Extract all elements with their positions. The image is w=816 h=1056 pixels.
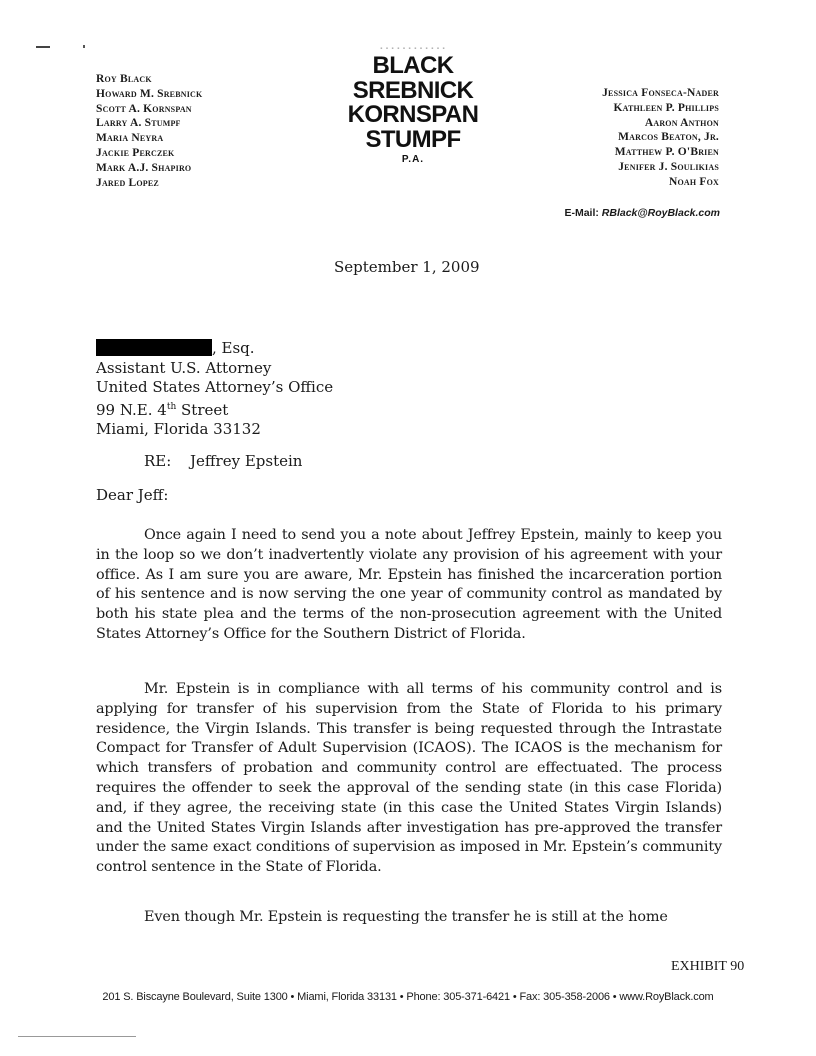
paragraph-text: Mr. Epstein is in compliance with all terms of his community control and is applying for transfer of his supervision from the State of Florida to his primary residence, the Virgin Islands. This transfer is being requested through the Intrastate Compact for Transfer of Adult Supervision (ICAOS). The ICAOS is the mechanism for which transfers of probation and community control are effectuated. The process requires the offender to seek the approval of the sending state (in this case Florida) and, if they agree, the receiving state (in this case the United States Virgin Islands) and the United States Virgin Islands after investigation has pre-approved the transfer under the same exact conditions of supervision as imposed in Mr. Epstein’s community control sentence in the State of Florida. bbox=[96, 681, 722, 876]
partner-name: Larry A. Stumpf bbox=[96, 117, 181, 130]
partner-name: Mark A.J. Shapiro bbox=[96, 161, 192, 174]
re-line bbox=[144, 452, 302, 470]
paragraph-text: Even though Mr. Epstein is requesting the transfer he is still at the home bbox=[144, 909, 668, 925]
body-paragraph bbox=[96, 908, 722, 928]
street-name: Street bbox=[176, 400, 229, 419]
logo-line: STUMPF bbox=[365, 125, 461, 153]
partner-name: Howard M. Srebnick bbox=[96, 87, 203, 100]
re-label: RE: bbox=[144, 452, 172, 470]
recipient-city: Miami, Florida 33132 bbox=[96, 420, 261, 439]
partner-name: Noah Fox bbox=[668, 175, 719, 188]
recipient-street bbox=[96, 398, 333, 421]
paragraph-text: Once again I need to send you a note about Jeffrey Epstein, mainly to keep you in the loop so we don’t inadvertently violate any provision of his agreement with your office. As I am sure you are aware, Mr. Epstein has finished the incarceration portion of his sentence and is now serving the one year of community control as mandated by both his state plea and the terms of the non-prosecution agreement with the United States Attorney’s Office for the Southern District of Florida. bbox=[96, 527, 722, 642]
partner-name: Scott A. Kornspan bbox=[96, 102, 192, 115]
partner-name: Jared Lopez bbox=[96, 176, 159, 189]
partner-name: Jackie Perczek bbox=[96, 146, 175, 159]
recipient-name-suffix: , Esq. bbox=[212, 339, 255, 357]
email-line bbox=[564, 207, 720, 219]
scan-artifact bbox=[18, 1036, 136, 1037]
scan-artifact bbox=[36, 46, 50, 48]
street-number: 99 N.E. 4 bbox=[96, 400, 167, 419]
partners-left-list bbox=[96, 72, 202, 190]
body-paragraph bbox=[96, 526, 722, 645]
partner-name: Roy Black bbox=[96, 73, 152, 85]
body-paragraph bbox=[96, 680, 722, 878]
salutation: Dear Jeff: bbox=[96, 486, 169, 504]
scan-artifact bbox=[83, 45, 85, 48]
street-ordinal: th bbox=[166, 401, 177, 412]
logo-suffix: P.A. bbox=[401, 154, 425, 165]
logo-rule: - - - - - - - - - - - - bbox=[380, 46, 446, 52]
partner-name: Jessica Fonseca-Nader bbox=[602, 87, 719, 99]
logo-line: SREBNICK bbox=[352, 76, 474, 104]
re-subject: Jeffrey Epstein bbox=[190, 452, 303, 470]
partner-name: Jenifer J. Soulikias bbox=[618, 160, 719, 173]
redaction-block bbox=[96, 339, 212, 356]
partners-right-list bbox=[602, 86, 719, 190]
recipient-name-line bbox=[96, 339, 333, 359]
logo-line: KORNSPAN bbox=[347, 101, 479, 128]
letterhead-footer: 201 S. Biscayne Boulevard, Suite 1300 • Miami, Florida 33131 • Phone: 305-371-6421 • Fax: 305-358-2006 • www.RoyBlack.com bbox=[102, 991, 714, 1003]
partner-name: Marcos Beaton, Jr. bbox=[618, 131, 719, 144]
exhibit-label: EXHIBIT 90 bbox=[671, 959, 745, 974]
partner-name: Aaron Anthon bbox=[644, 116, 719, 129]
recipient-office: United States Attorney’s Office bbox=[96, 378, 334, 397]
recipient-address bbox=[96, 339, 333, 440]
partner-name: Maria Neyra bbox=[96, 132, 164, 145]
email-link[interactable]: RBlack@RoyBlack.com bbox=[601, 207, 720, 219]
letter-date: September 1, 2009 bbox=[334, 258, 480, 276]
recipient-title: Assistant U.S. Attorney bbox=[96, 358, 272, 377]
partner-name: Matthew P. O'Brien bbox=[614, 146, 719, 159]
partner-name: Kathleen P. Phillips bbox=[613, 101, 719, 114]
firm-logo bbox=[346, 46, 480, 165]
logo-line: BLACK bbox=[372, 52, 454, 79]
email-label: E-Mail: bbox=[564, 207, 599, 219]
